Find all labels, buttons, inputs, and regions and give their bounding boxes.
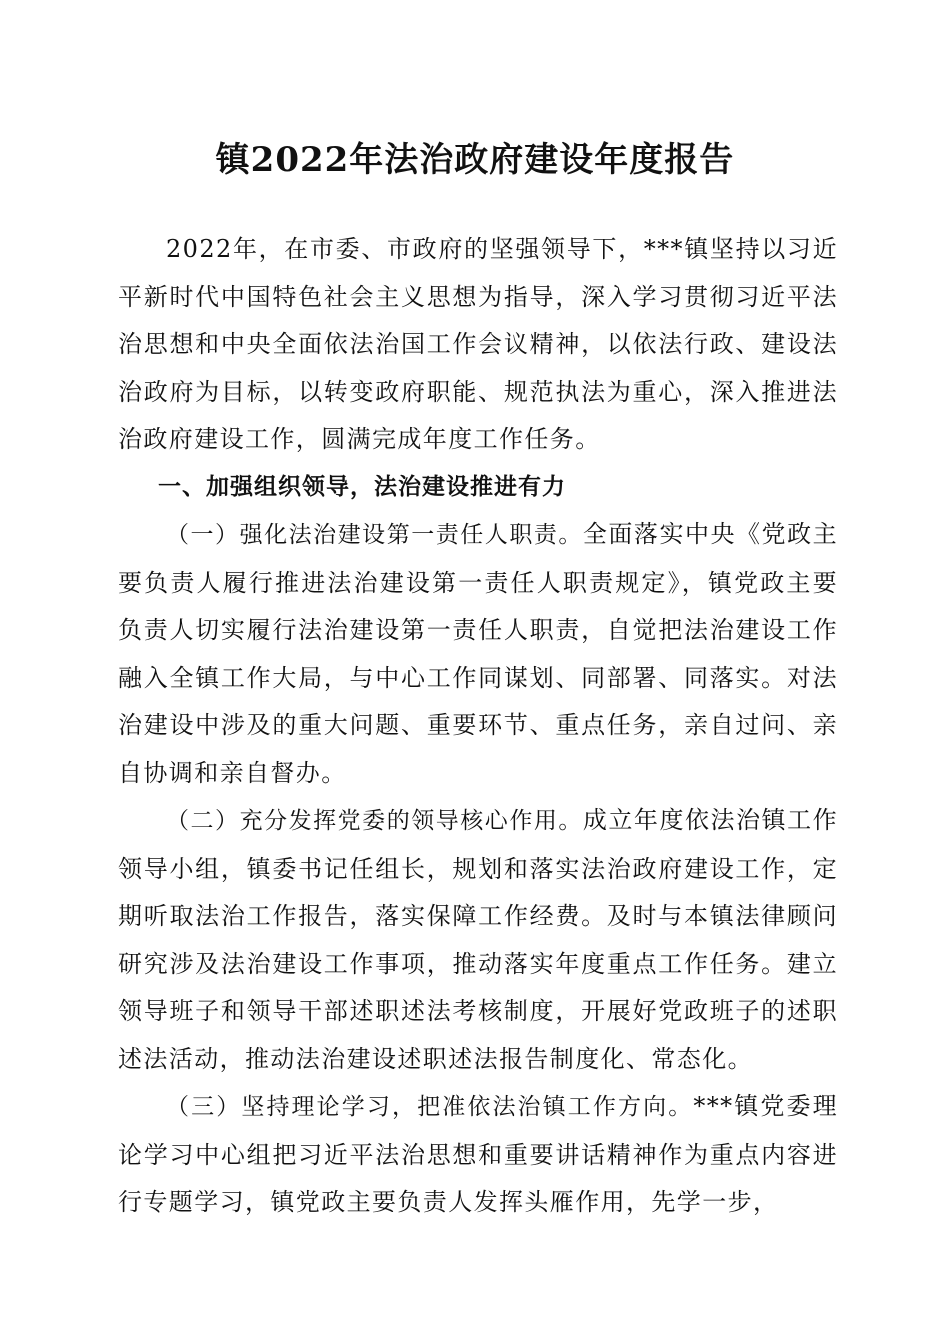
item-text-1: 全面落实中央《党政主要负责人履行推进法治建设第一责任人职责规定》，镇党政主要负责人切实履行法治建设第一责任人职责，自觉把法治建设工作融入全镇工作大局，与中心工作同谋划、同部署、同落实。对法治建设中涉及的重大问题、重要环节、重点任务，亲自过问、亲自协调和亲自督办。 (118, 520, 838, 787)
item-lead-1: （一）强化法治建设第一责任人职责。 (166, 522, 583, 548)
document-title: 镇2022年法治政府建设年度报告 (215, 140, 735, 180)
item-text-3: ***镇党委理论学习中心组把习近平法治思想和重要讲话精神作为重点内容进行专题学习，镇党政主要负责人发挥头雁作用，先学一步， (118, 1092, 838, 1216)
intro-paragraph: 2022年，在市委、市政府的坚强领导下，***镇坚持以习近平新时代中国特色社会主义思想为指导，深入学习贯彻习近平法治思想和中央全面依法治国工作会议精神，以依法行政、建设法治政府为目标，以转变政府职能、规范执法为重心，深入推进法治政府建设工作，圆满完成年度工作任务。 (118, 235, 838, 453)
document-body (118, 226, 838, 1227)
item-paragraph-1 (118, 511, 838, 797)
item-lead-3: （三）坚持理论学习，把准依法治镇工作方向。 (166, 1094, 694, 1120)
section-heading: 一、加强组织领导，法治建设推进有力 (158, 473, 566, 500)
item-lead-2: （二）充分发挥党委的领导核心作用。 (166, 808, 583, 834)
item-paragraph-3 (118, 1083, 838, 1227)
item-text-2: 成立年度依法治镇工作领导小组，镇委书记任组长，规划和落实法治政府建设工作，定期听取法治工作报告，落实保障工作经费。及时与本镇法律顾问研究涉及法治建设工作事项，推动落实年度重点工作任务。建立领导班子和领导干部述职述法考核制度，开展好党政班子的述职述法活动，推动法治建设述职述法报告制度化、常态化。 (118, 806, 838, 1073)
item-paragraph-2 (118, 797, 838, 1083)
